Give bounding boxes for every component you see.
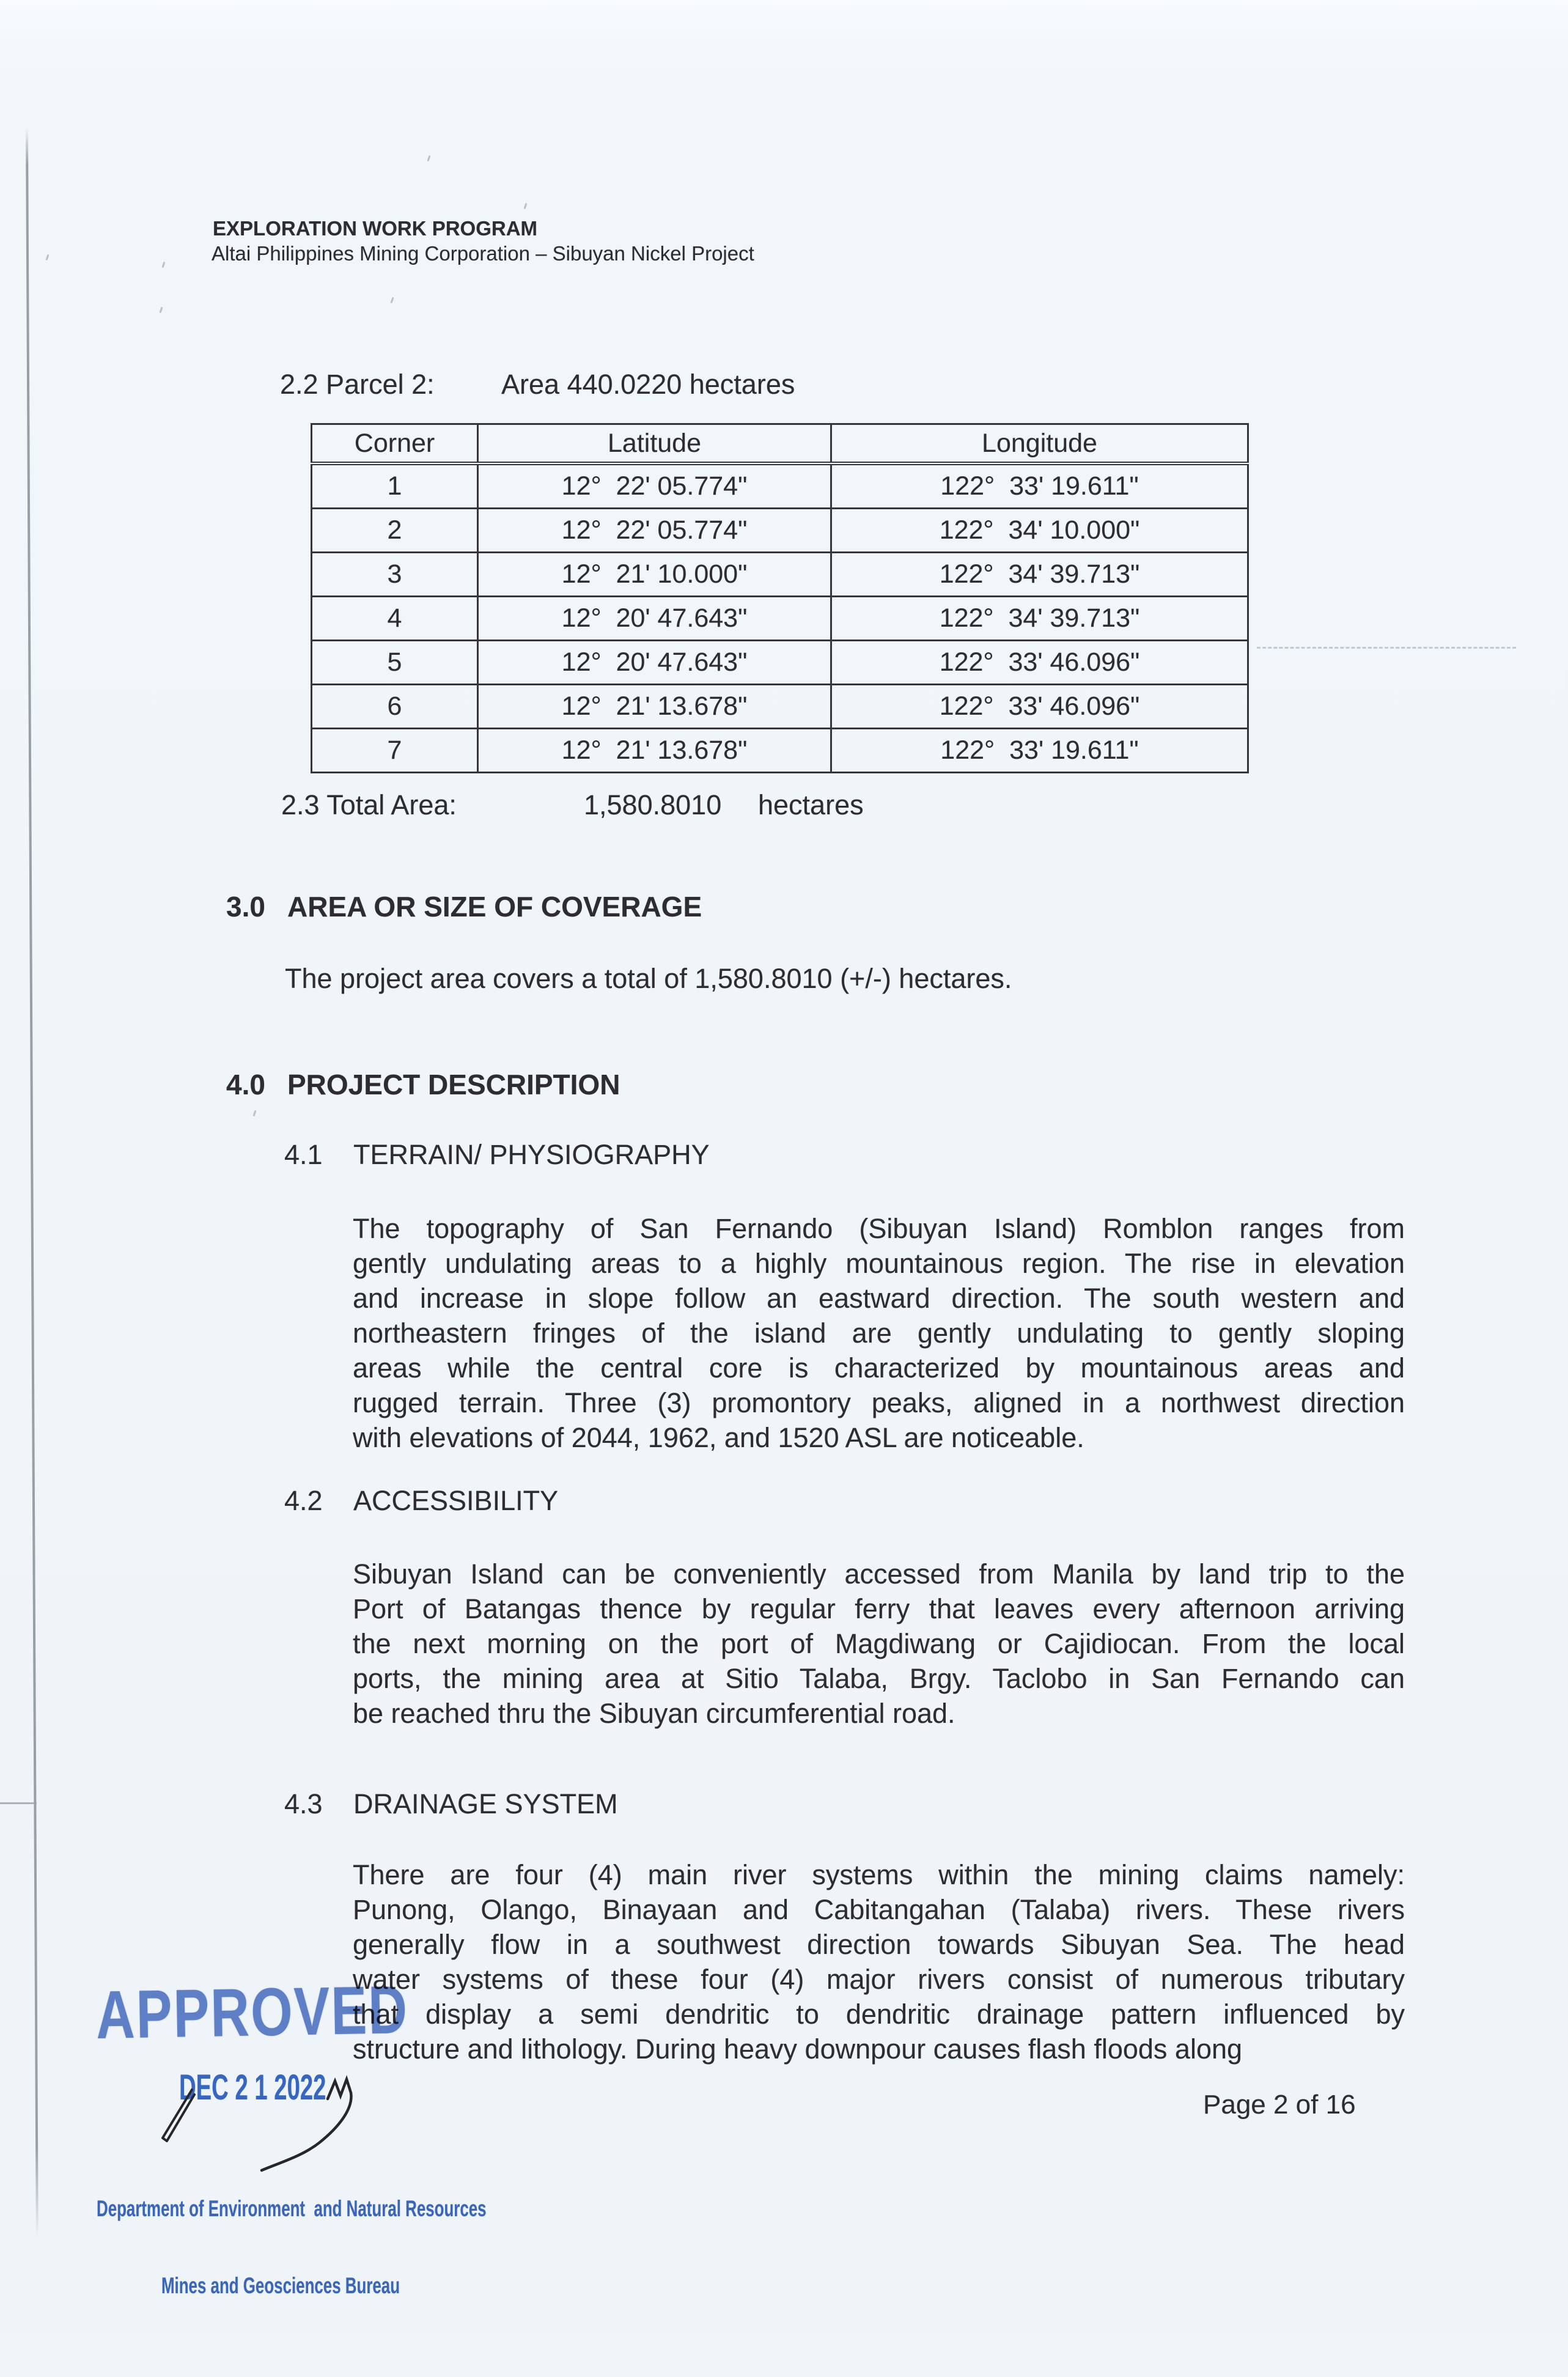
section-4-3-number: 4.3 [284,1788,323,1819]
corner-cell: 6 [312,685,478,729]
latitude-cell: 12° 22' 05.774" [478,509,831,553]
paragraph-line: be reached thru the Sibuyan circumferential road. [353,1698,955,1729]
paragraph-line: There are four (4) main river systems within the mining claims namely: [353,1859,1405,1890]
parcel2-area: Area 440.0220 hectares [501,369,795,400]
col-header-corner: Corner [312,424,478,464]
paragraph-line: generally flow in a southwest direction towards Sibuyan Sea. The head [353,1929,1405,1960]
longitude-cell: 122° 33' 19.611" [831,729,1248,773]
latitude-cell: 12° 21' 13.678" [478,685,831,729]
longitude-cell: 122° 33' 46.096" [831,685,1248,729]
longitude-cell: 122° 34' 39.713" [831,553,1248,597]
latitude-cell: 12° 22' 05.774" [478,463,831,509]
page-number: Page 2 of 16 [1203,2090,1356,2120]
latitude-cell: 12° 21' 13.678" [478,729,831,773]
paragraph-line: Sibuyan Island can be conveniently accessed from Manila by land trip to the [353,1558,1405,1590]
paragraph-line: that display a semi dendritic to dendritic drainage pattern influenced by [353,1999,1405,2030]
paragraph-line: water systems of these four (4) major rivers consist of numerous tributary [353,1964,1405,1995]
corner-cell: 4 [312,597,478,641]
paragraph-line: northeastern fringes of the island are gently undulating to gently sloping [353,1317,1405,1349]
latitude-cell: 12° 21' 10.000" [478,553,831,597]
paragraph-line: Port of Batangas thence by regular ferry that leaves every afternoon arriving [353,1593,1405,1624]
corner-cell: 3 [312,553,478,597]
paragraph-line: areas while the central core is characterized by mountainous areas and [353,1352,1405,1384]
paragraph-line: the next morning on the port of Magdiwang or Cajidiocan. From the local [353,1628,1405,1659]
total-area-value: 1,580.8010 [584,789,722,820]
corner-cell: 5 [312,641,478,685]
paragraph-line: gently undulating areas to a highly mountainous region. The rise in elevation [353,1248,1405,1279]
paragraph-line: with elevations of 2044, 1962, and 1520 ASL are noticeable. [353,1422,1084,1453]
section-4-title: PROJECT DESCRIPTION [287,1069,620,1100]
section-4-1-number: 4.1 [284,1139,323,1170]
checkmark-stroke [163,2090,194,2141]
section-4-number: 4.0 [226,1069,265,1100]
document-subtitle: Altai Philippines Mining Corporation – Sibuyan Nickel Project [212,242,754,265]
approved-stamp: APPROVED [95,1972,410,2053]
paragraph-line: Punong, Olango, Binayaan and Cabitangahan (Talaba) rivers. These rivers [353,1894,1405,1925]
paragraph-line: The topography of San Fernando (Sibuyan Island) Romblon ranges from [353,1213,1405,1244]
corner-cell: 1 [312,463,478,509]
section-3-body: The project area covers a total of 1,580.8010 (+/-) hectares. [285,963,1012,994]
col-header-latitude: Latitude [478,424,831,464]
parcel2-label: 2.2 Parcel 2: [280,369,435,400]
total-area-label: 2.3 Total Area: [281,789,457,820]
paragraph-line: structure and lithology. During heavy downpour causes flash floods along [353,2033,1243,2065]
longitude-cell: 122° 33' 19.611" [831,463,1248,509]
agency-stamp-line2: Mines and Geosciences Bureau [161,2273,400,2298]
date-stamp: DEC 2 1 2022 [179,2068,326,2107]
paragraph-line: ports, the mining area at Sitio Talaba, Brgy. Taclobo in San Fernando can [353,1663,1405,1694]
latitude-cell: 12° 20' 47.643" [478,641,831,685]
longitude-cell: 122° 34' 39.713" [831,597,1248,641]
col-header-longitude: Longitude [831,424,1248,464]
section-4-3-title: DRAINAGE SYSTEM [353,1788,618,1819]
corner-cell: 2 [312,509,478,553]
longitude-cell: 122° 33' 46.096" [831,641,1248,685]
section-4-2-number: 4.2 [284,1485,323,1516]
total-area-unit: hectares [758,789,864,820]
longitude-cell: 122° 34' 10.000" [831,509,1248,553]
document-title: EXPLORATION WORK PROGRAM [213,217,538,240]
section-4-2-title: ACCESSIBILITY [353,1485,559,1516]
latitude-cell: 12° 20' 47.643" [478,597,831,641]
corner-cell: 7 [312,729,478,773]
signature-stroke [262,2079,351,2170]
paragraph-line: rugged terrain. Three (3) promontory peaks, aligned in a northwest direction [353,1387,1405,1418]
section-3-title: AREA OR SIZE OF COVERAGE [287,891,702,923]
paragraph-line: and increase in slope follow an eastward direction. The south western and [353,1283,1405,1314]
agency-stamp-line1: Department of Environment and Natural Resources [97,2196,487,2221]
section-3-number: 3.0 [226,891,265,923]
section-4-1-title: TERRAIN/ PHYSIOGRAPHY [353,1139,710,1170]
